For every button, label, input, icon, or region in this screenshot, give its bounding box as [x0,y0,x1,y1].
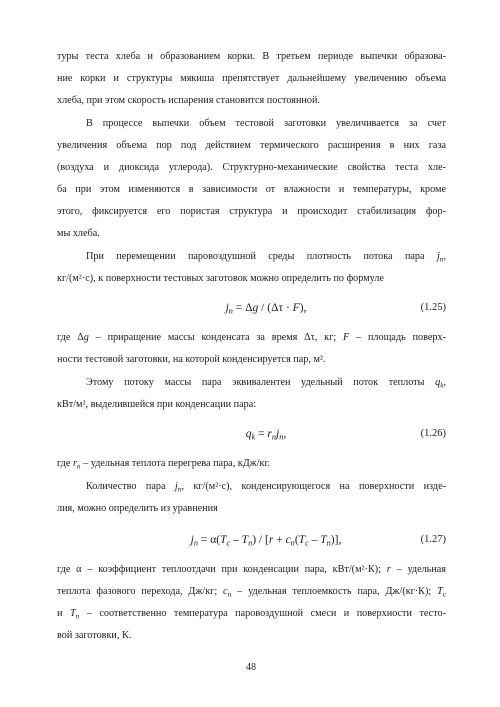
text-segment: При перемещении паровоздушной среды плотность потока пара [86,251,437,262]
math-subscript: c [442,589,446,599]
text-line [86,249,446,265]
math-variable: c [285,534,291,546]
math-subscript: n [248,538,253,548]
math-variable: g [83,332,89,343]
math-variable: T [298,534,306,546]
text-line: мы хлеба. [57,228,100,239]
math-variable: T [220,534,227,546]
math-operator: )], [330,534,342,546]
math-variable: F [342,332,350,343]
math-variable: j [436,251,440,262]
math-subscript: n [279,432,284,442]
math-subscript: k [251,432,256,442]
math-operator: = Δ [232,302,253,314]
math-variable: T [320,534,327,546]
math-subscript: n [76,461,81,471]
text-line [57,330,446,346]
text-segment: – удельная теплоемкость пара, Дж/(кг·К); [231,586,438,597]
math-variable: g [252,302,259,314]
text-segment: , кг/(м²·с), конденсирующегося на поверхности изде- [181,481,446,492]
math-variable: r [386,564,391,575]
math-subscript: c [305,538,309,548]
equation-number: (1.26) [420,428,446,439]
math-operator: + [273,534,286,546]
text-segment: – удельная [390,564,446,575]
math-subscript: k [440,380,444,390]
math-variable: j [174,481,178,492]
math-subscript: n [75,611,80,621]
text-segment: где Δ [57,332,84,343]
text-segment: – соответственно температура паровоздушной смеси и поверхности тесто- [79,608,446,619]
math-operator: , [283,428,287,440]
math-variable: j [190,534,194,546]
text-segment: Этому потоку массы пара эквивалентен удельный поток теплоты [86,377,436,388]
text-line: этого, фиксируется его пористая структура и происходит стабилизация фор- [57,206,446,217]
math-variable: j [276,428,280,440]
math-variable: r [268,534,274,546]
text-line: хлеба, при этом скорость испарения становится постоянной. [57,95,320,106]
text-segment: – удельная теплота перегрева пара, кДж/кг. [80,458,271,469]
text-line: ба при этом изменяются в зависимости от влажности и температуры, кроме [57,184,446,195]
text-line: лия, можно определить из уравнения [57,503,218,514]
text-line: кг/(м²·с), к поверхности тестовых заготовок можно определить по формуле [57,273,384,284]
text-line: туры теста хлеба и образованием корки. В третьем периоде выпечки образова- [57,51,446,62]
math-subscript: n [177,484,182,494]
text-line: вой заготовки, К. [57,630,132,641]
math-operator: ) / [ [252,534,269,546]
math-variable: r [267,428,272,440]
math-subscript: n [228,306,233,316]
math-operator: / (Δτ · [258,302,293,314]
math-operator: ( [294,534,299,546]
page-number: 48 [246,662,256,673]
text-segment: – приращение массы конденсата за время Δτ, кг; [88,332,343,343]
math-subscript: n [290,538,295,548]
math-variable: c [223,586,228,597]
math-subscript: n [271,432,277,442]
equation-number: (1.25) [420,302,446,313]
text-line: кВт/м², выделившейся при конденсации пара: [57,399,257,410]
math-variable: F [292,302,300,314]
math-variable: j [225,302,229,314]
text-line: В процессе выпечки объем тестовой заготовки увеличивается за счет [86,118,446,129]
text-line: ние корки и структуры мякиша препятствует дальнейшему увеличению объема [57,73,446,84]
equation-number: (1.27) [420,534,446,545]
math-operator: – [230,534,242,546]
text-line [57,562,446,578]
text-segment: , [443,251,446,262]
math-subscript: n [326,538,331,548]
math-operator: – [308,534,321,546]
text-segment: и [57,608,70,619]
text-line: (воздуха и диоксида углерода). Структурно-механические свойства теста хле- [57,162,446,173]
math-variable: T [69,608,76,619]
text-line [57,606,446,622]
math-variable: T [241,534,249,546]
math-variable: q [245,428,252,440]
text-segment: – площадь поверх- [349,332,446,343]
text-segment: теплота фазового перехода, Дж/кг; [57,586,224,597]
math-operator: = [255,428,268,440]
math-variable: q [435,377,441,388]
math-operator: ), [299,302,307,314]
text-line [86,479,446,495]
math-variable: T [437,586,443,597]
math-subscript: n [193,538,198,548]
math-variable: r [72,458,77,469]
math-subscript: c [226,538,231,548]
text-line [86,375,446,391]
text-line: увеличения объема пор под действием термического расширения в них газа [57,140,446,151]
text-segment: Количество пара [86,481,175,492]
text-line: ности тестовой заготовки, на которой конденсируется пар, м². [57,354,326,365]
text-segment: где α – коэффициент теплоотдачи при конденсации пара, кВт/(м²·К); [57,564,387,575]
text-line [57,456,446,472]
text-line [57,584,446,600]
math-operator: = α( [198,534,221,546]
text-segment: где [57,458,73,469]
text-segment: , [443,377,446,388]
math-subscript: n [439,254,444,264]
math-subscript: n [227,589,232,599]
